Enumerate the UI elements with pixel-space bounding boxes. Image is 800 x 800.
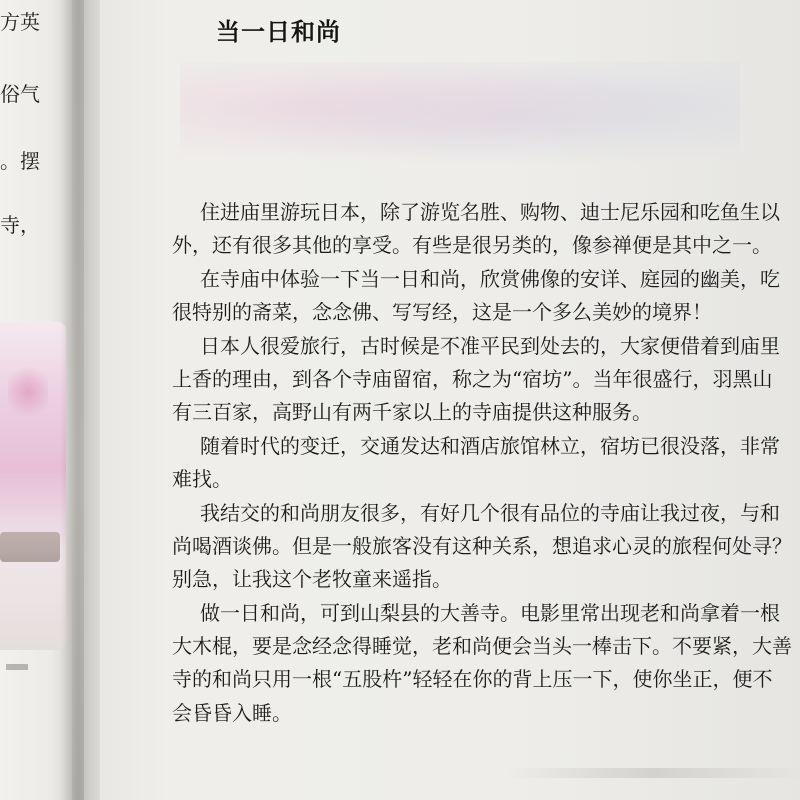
paragraph (172, 430, 800, 497)
text-line: 我结交的和尚朋友很多，有好几个很有品位的寺庙让我过夜，与和 (200, 500, 780, 525)
text-line: 外，还有很多其他的享受。有些是很另类的，像参禅便是其中之一。 (172, 233, 772, 258)
left-page-fragment: 俗气 (0, 82, 40, 106)
text-line: 会昏昏入睡。 (172, 700, 292, 725)
left-page-fragment: 方英 (0, 10, 40, 34)
chapter-body (172, 196, 800, 730)
paragraph (172, 497, 800, 597)
illustration-blot (8, 362, 48, 422)
text-line: 尚喝酒谈佛。但是一般旅客没有这种关系，想追求心灵的旅程何处寻？ (172, 533, 792, 558)
next-page-bleed-through (504, 768, 800, 778)
text-line: 大木棍，要是念经念得睡觉，老和尚便会当头一棒击下。不要紧，大善 (172, 634, 792, 659)
text-line: 有三百家，高野山有两千家以上的寺庙提供这种服务。 (172, 400, 652, 425)
text-line: 难找。 (172, 467, 232, 492)
text-line: 别急，让我这个老牧童来遥指。 (172, 567, 452, 592)
text-line: 做一日和尚，可到山梨县的大善寺。电影里常出现老和尚拿着一根 (200, 600, 780, 625)
right-page (84, 0, 800, 800)
text-line: 上香的理由，到各个寺庙留宿，称之为“宿坊”。当年很盛行，羽黑山 (172, 366, 773, 391)
text-line: 在寺庙中体验一下当一日和尚，欣赏佛像的安详、庭园的幽美，吃 (200, 266, 780, 291)
paragraph (172, 330, 800, 430)
left-page-fragment: 寺， (0, 213, 40, 237)
paragraph (172, 263, 800, 330)
paragraph (172, 196, 800, 263)
faded-background-illustration (180, 62, 740, 172)
illustration-shadow (0, 532, 60, 562)
text-line: 随着时代的变迁，交通发达和酒店旅馆林立，宿坊已很没落，非常 (200, 433, 780, 458)
left-page-fragment: 。摆 (0, 149, 40, 173)
text-line: 很特别的斋菜，念念佛、写写经，这是一个多么美妙的境界！ (172, 300, 712, 325)
book-gutter-shadow (60, 0, 100, 800)
chapter-title: 当一日和尚 (216, 18, 341, 46)
paragraph (172, 597, 800, 731)
text-line: 寺的和尚只用一根“五股杵”轻轻在你的背上压一下，使你坐正，便不 (172, 667, 773, 692)
text-line: 住进庙里游玩日本，除了游览名胜、购物、迪士尼乐园和吃鱼生以 (200, 200, 780, 224)
left-page-illustration (0, 322, 66, 650)
left-page-mark (6, 664, 28, 670)
text-line: 日本人很爱旅行，古时候是不准平民到处去的，大家便借着到庙里 (200, 333, 780, 358)
